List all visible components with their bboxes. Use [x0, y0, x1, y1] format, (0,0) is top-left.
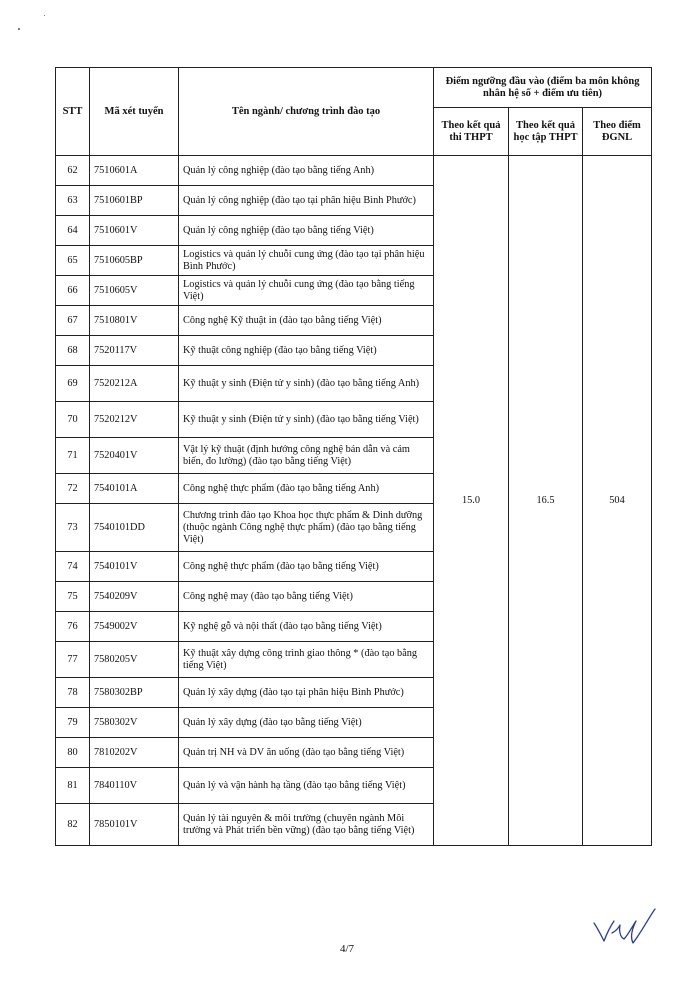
row-code: 7540209V	[90, 582, 179, 612]
row-stt: 67	[56, 306, 90, 336]
row-code: 7520212A	[90, 366, 179, 402]
row-program-name: Kỹ nghệ gỗ và nội thất (đào tạo bằng tiếng Việt)	[179, 612, 434, 642]
row-stt: 66	[56, 276, 90, 306]
row-stt: 64	[56, 216, 90, 246]
header-academic-record: Theo kết quả học tập THPT	[509, 108, 583, 156]
row-code: 7840110V	[90, 768, 179, 804]
row-stt: 76	[56, 612, 90, 642]
row-code: 7520212V	[90, 402, 179, 438]
row-code: 7580205V	[90, 642, 179, 678]
score-thpt: 15.0	[434, 156, 509, 846]
row-stt: 79	[56, 708, 90, 738]
row-code: 7540101V	[90, 552, 179, 582]
row-program-name: Quản lý xây dựng (đào tạo tại phân hiệu Bình Phước)	[179, 678, 434, 708]
table-header	[56, 68, 652, 156]
row-code: 7549002V	[90, 612, 179, 642]
header-stt: STT	[56, 68, 90, 156]
row-stt: 65	[56, 246, 90, 276]
row-stt: 62	[56, 156, 90, 186]
header-threshold-group: Điểm ngưỡng đầu vào (điểm ba môn không nhân hệ số + điểm ưu tiên)	[434, 68, 652, 108]
row-code: 7510601BP	[90, 186, 179, 216]
row-code: 7520401V	[90, 438, 179, 474]
row-stt: 70	[56, 402, 90, 438]
row-program-name: Quản lý công nghiệp (đào tạo bằng tiếng Việt)	[179, 216, 434, 246]
header-dgnl: Theo điểm ĐGNL	[583, 108, 652, 156]
row-stt: 82	[56, 804, 90, 846]
row-stt: 68	[56, 336, 90, 366]
row-program-name: Kỹ thuật xây dựng công trình giao thông * (đào tạo bằng tiếng Việt)	[179, 642, 434, 678]
row-program-name: Vật lý kỹ thuật (định hướng công nghệ bán dẫn và cảm biến, đo lường) (đào tạo bằng tiếng Việt)	[179, 438, 434, 474]
score-dgnl: 504	[583, 156, 652, 846]
header-code: Mã xét tuyển	[90, 68, 179, 156]
row-code: 7540101DD	[90, 504, 179, 552]
row-program-name: Công nghệ thực phẩm (đào tạo bằng tiếng Anh)	[179, 474, 434, 504]
row-program-name: Logistics và quản lý chuỗi cung ứng (đào tạo bằng tiếng Việt)	[179, 276, 434, 306]
scan-speck	[18, 28, 20, 30]
header-thpt-exam: Theo kết quả thi THPT	[434, 108, 509, 156]
row-stt: 71	[56, 438, 90, 474]
row-stt: 73	[56, 504, 90, 552]
row-code: 7520117V	[90, 336, 179, 366]
row-program-name: Kỹ thuật công nghiệp (đào tạo bằng tiếng Việt)	[179, 336, 434, 366]
row-code: 7580302BP	[90, 678, 179, 708]
row-stt: 75	[56, 582, 90, 612]
row-code: 7510601A	[90, 156, 179, 186]
row-stt: 69	[56, 366, 90, 402]
row-program-name: Công nghệ Kỹ thuật in (đào tạo bằng tiếng Việt)	[179, 306, 434, 336]
row-code: 7510801V	[90, 306, 179, 336]
row-program-name: Quản lý công nghiệp (đào tạo tại phân hiệu Bình Phước)	[179, 186, 434, 216]
row-stt: 74	[56, 552, 90, 582]
row-stt: 80	[56, 738, 90, 768]
admission-threshold-table	[55, 67, 652, 846]
scan-speck	[44, 15, 45, 16]
row-program-name: Quản trị NH và DV ăn uống (đào tạo bằng tiếng Việt)	[179, 738, 434, 768]
row-program-name: Công nghệ may (đào tạo bằng tiếng Việt)	[179, 582, 434, 612]
row-program-name: Logistics và quản lý chuỗi cung ứng (đào tạo tại phân hiệu Bình Phước)	[179, 246, 434, 276]
row-program-name: Chương trình đào tạo Khoa học thực phẩm & Dinh dưỡng (thuộc ngành Công nghệ thực phẩm) (đào tạo bằng tiếng Việt)	[179, 504, 434, 552]
row-program-name: Quản lý và vận hành hạ tầng (đào tạo bằng tiếng Việt)	[179, 768, 434, 804]
row-stt: 78	[56, 678, 90, 708]
row-code: 7850101V	[90, 804, 179, 846]
row-program-name: Kỹ thuật y sinh (Điện tử y sinh) (đào tạo bằng tiếng Anh)	[179, 366, 434, 402]
row-program-name: Quản lý tài nguyên & môi trường (chuyên ngành Môi trường và Phát triển bền vững) (đào tạo bằng tiếng Việt)	[179, 804, 434, 846]
row-code: 7510605V	[90, 276, 179, 306]
row-code: 7510605BP	[90, 246, 179, 276]
row-stt: 63	[56, 186, 90, 216]
row-code: 7580302V	[90, 708, 179, 738]
score-academic-record: 16.5	[509, 156, 583, 846]
row-stt: 72	[56, 474, 90, 504]
page-number: 4/7	[339, 943, 355, 955]
row-program-name: Quản lý công nghiệp (đào tạo bằng tiếng Anh)	[179, 156, 434, 186]
signature-mark	[592, 905, 658, 953]
row-program-name: Kỹ thuật y sinh (Điện tử y sinh) (đào tạo bằng tiếng Việt)	[179, 402, 434, 438]
row-stt: 77	[56, 642, 90, 678]
row-stt: 81	[56, 768, 90, 804]
header-program: Tên ngành/ chương trình đào tạo	[179, 68, 434, 156]
table-body	[56, 156, 652, 846]
row-program-name: Công nghệ thực phẩm (đào tạo bằng tiếng Việt)	[179, 552, 434, 582]
table-row	[56, 156, 652, 186]
row-code: 7540101A	[90, 474, 179, 504]
row-program-name: Quản lý xây dựng (đào tạo bằng tiếng Việt)	[179, 708, 434, 738]
row-code: 7810202V	[90, 738, 179, 768]
row-code: 7510601V	[90, 216, 179, 246]
